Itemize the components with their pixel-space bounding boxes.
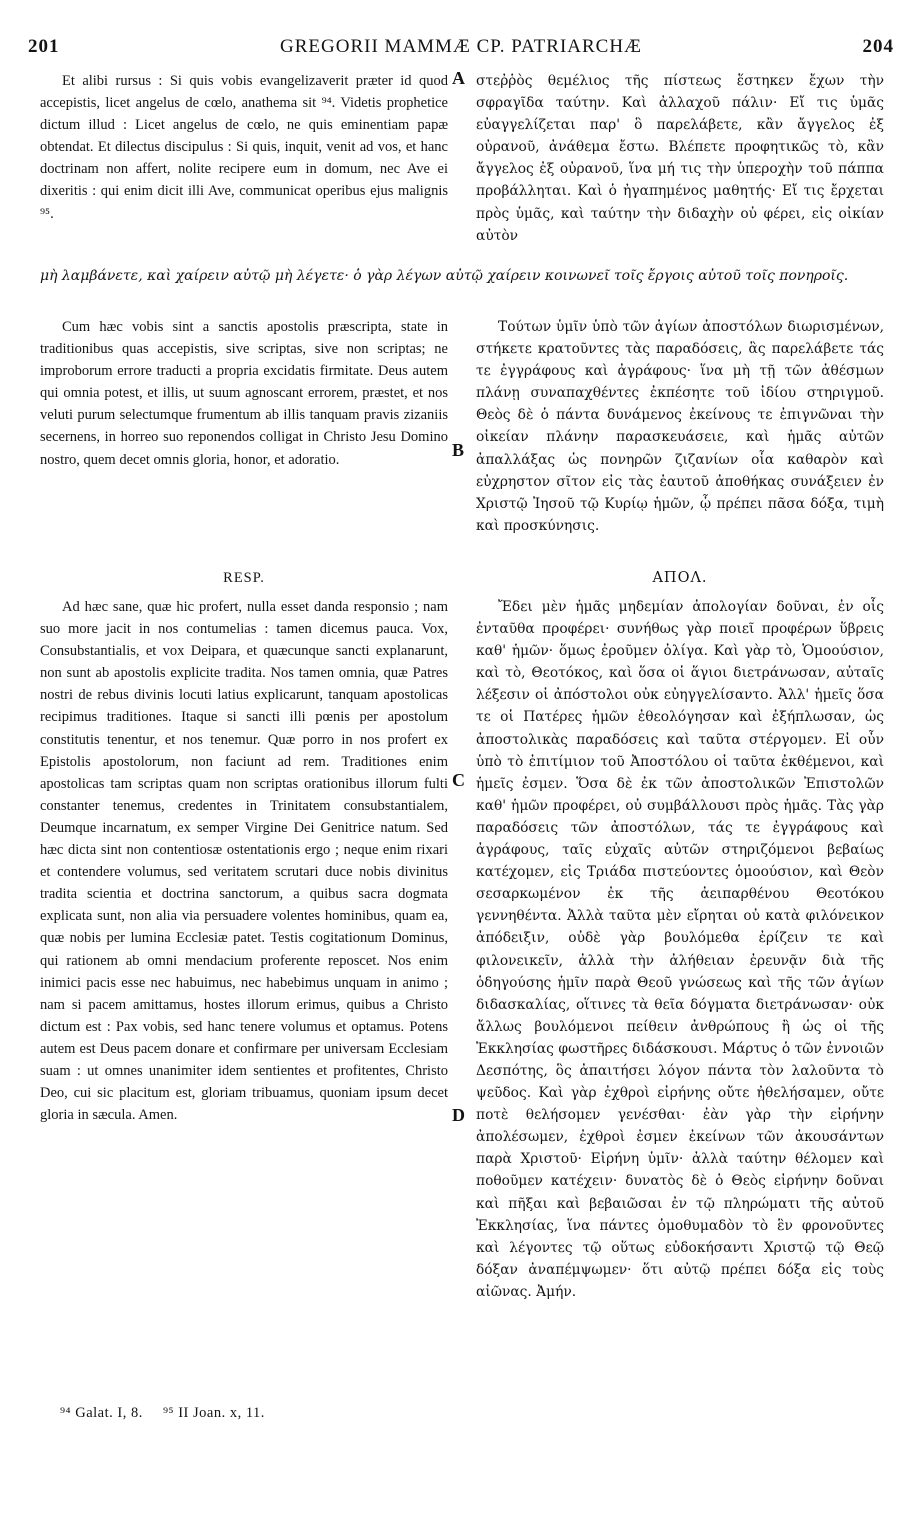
latin-heading-resp: RESP. bbox=[223, 570, 265, 586]
footnote-94: ⁹⁴ Galat. I, 8. bbox=[60, 1405, 143, 1421]
latin-paragraph-1: Et alibi rursus : Si quis vobis evangelizaverit præter id quod accepistis, licet angelus de cœlo, anathema sit ⁹⁴. Videtis prophetice dictum illud : Licet angelus de cœlo, ne quis eminentiam papæ obtendat. Et dilectus discipulus : Si quis, inquit, venit ad vos, et hanc doctrinam non affert, nolite recipere eum in domum, nec Ave ei dixeritis : qui enim dicit illi Ave, communicat operibus ejus malignis ⁹⁵. bbox=[40, 73, 448, 222]
running-title: GREGORII MAMMÆ CP. PATRIARCHÆ bbox=[280, 36, 642, 57]
footnotes bbox=[60, 1405, 281, 1422]
greek-column-response bbox=[476, 596, 884, 1303]
greek-paragraph-1: στεῤῥὸς θεμέλιος τῆς πίστεως ἕστηκεν ἔχων τὴν σφραγῖδα ταύτην. Καὶ ἀλλαχοῦ πάλιν· Εἴ τις ὑμᾶς εὐαγγελίζεται παρ' ὃ παρελάβετε, κἂν ἄγγελος ἐξ οὐρανοῦ, ἀνάθεμα ἔστω. Βλέπετε προφητικῶς τὸ, κἂν ἄγγελος ἐξ οὐρανοῦ, ἵνα μή τις τὴν ὑπεροχὴν τοῦ πάππα προβάλληται. Καὶ ὁ ἠγαπημένος μαθητής· Εἴ τις ἔρχεται πρὸς ὑμᾶς, καὶ ταύτην τὴν διδαχὴν οὐ φέρει, εἰς οἰκίαν αὐτὸν bbox=[476, 73, 884, 244]
greek-paragraph-3: Ἔδει μὲν ἡμᾶς μηδεμίαν ἀπολογίαν δοῦναι, ἐν οἷς ἐνταῦθα προφέρει· συνήθως γὰρ ποιεῖ προφέρων ὕβρεις καθ' ἡμῶν· ὅμως ἐροῦμεν ὀλίγα. Καὶ γὰρ τὸ, Ὁμοούσιον, καὶ τὸ, Θεοτόκος, καὶ ὅσα οἱ ἅγιοι διετράνωσαν, αὐταῖς λέξεσιν οἱ ἀπόστολοι οὐκ εὐηγγελίσαντο. Ἀλλ' ἡμεῖς ὅσα τε οἱ Πατέρες ἡμῶν ἐθεολόγησαν καὶ ἐξήπλωσαν, ὡς ἀποστολικὰς παραδόσεις καὶ ταῦτα στέργομεν. Εἰ οὖν ὑπὸ τὸ ἐπιτίμιον τοῦ Ἀποστόλου οἱ ταῦτα ἐκθέμενοι, καὶ ἡμεῖς ἐσμεν. Ὅσα δὲ ἐκ τῶν ἀποστολικῶν Ἐπιστολῶν καθ' ἡμῶν προφέρει, οὐ συμβάλλουσι πρὸς ἡμᾶς. Τὰς γὰρ παραδόσεις τῶν ἀποστόλων, τάς τε ἐγγράφους καὶ ἀγράφους, ταῖς εὐχαῖς αὐτῶν στηριζόμενοι βεβαίως κατέχομεν, εἰς Τριάδα πιστεύοντες ὁμοούσιον, καὶ Θεὸν σεσαρκωμένον ἐκ τῆς ἀειπαρθένου Θεοτόκου γεννηθέντα. Ἀλλὰ ταῦτα μὲν εἴρηται οὐ κατὰ φιλόνεικον ἀπόδειξιν, οὐδὲ γὰρ βουλόμεθα ἐρίζειν τε καὶ φιλονεικεῖν, ἀλλὰ τὴν ἀλήθειαν ἐρευνᾷν διὰ τῆς ὁδηγούσης ἡμῖν παρὰ Θεοῦ γνώσεως καὶ τῆς τῶν ἁγίων διδασκαλίας, οἵτινες τὰ θεῖα δόγματα διετράνωσαν· οὐκ ἄλλως βουλόμενοι πείθειν ἀνθρώπους ἢ ὡς οἱ τῆς Ἐκκλησίας φωστῆρες διδάσκουσι. Μάρτυς ὁ τῶν ἐννοιῶν Δεσπότης, ὃς ἀπαιτήσει λόγον πάντα τὸν λαλοῦντα τὸ ψεῦδος. Καὶ γὰρ ἐχθροὶ εἰρήνης οὔτε ἠθελήσαμεν, οὔτε ποτὲ θελήσομεν γενέσθαι· ἐὰν γὰρ τὴν εἰρήνην ἀπολέσωμεν, ἐχθροὶ ἐσμεν ἐκείνων τῶν ἀκουσάντων παρὰ Χριστοῦ· Εἰρήνη ὑμῖν· ἀλλὰ ταύτην θέλομεν καὶ ποθοῦμεν κατέχειν· δυνατὸς δὲ ὁ Θεὸς εἰρήνην δοῦναι καὶ πῆξαι καὶ βεβαιῶσαι ἐν τῷ πληρώματι τῆς αὐτοῦ Ἐκκλησίας, ἵνα πάντες ὁμοθυμαδὸν τὸ ἓν φρονοῦντες καὶ λέγοντες τῷ οὕτως εὐδοκήσαντι Χριστῷ τῷ Θεῷ δόξαν ἀναπέμψωμεν· ὅτι αὐτῷ πρέπει δόξα εἰς τοὺς αἰῶνας. Ἀμήν. bbox=[476, 599, 884, 1300]
latin-paragraph-2: Cum hæc vobis sint a sanctis apostolis præscripta, state in traditionibus quas accepistis, sive scriptas, sive non scriptas; ne improborum errore traducti a propria excidatis firmitate. Deus autem qui omnia potest, et illis, ut suum agnoscant errorem, præstet, et nos veluti purum selectumque frumentum ab illis tanquam pravis zizaniis secernens, in horreo suo reponendos colligat in Christo Jesu Domino nostro, quem decet omnis gloria, honor, et adoratio. bbox=[40, 319, 448, 468]
margin-marker-a: A bbox=[452, 68, 465, 88]
margin-marker-b: B bbox=[452, 440, 465, 460]
margin-marker-d: D bbox=[452, 1105, 465, 1125]
footnote-95: ⁹⁵ II Joan. x, 11. bbox=[162, 1405, 265, 1421]
greek-column-middle bbox=[476, 316, 884, 537]
running-header bbox=[28, 32, 894, 66]
margin-marker-c: C bbox=[452, 770, 465, 790]
page-number-left: 201 bbox=[28, 36, 60, 57]
greek-spanning-line: μὴ λαμβάνετε, καὶ χαίρειν αὐτῷ μὴ λέγετε· ὁ γὰρ λέγων αὐτῷ χαίρειν κοινωνεῖ τοῖς ἔργοις αὐτοῦ τοῖς πονηροῖς. bbox=[40, 268, 849, 284]
greek-column-top bbox=[476, 70, 884, 247]
greek-heading-apol: ΑΠΟΛ. bbox=[652, 570, 708, 586]
greek-paragraph-2: Τούτων ὑμῖν ὑπὸ τῶν ἁγίων ἀποστόλων διωρισμένων, στήκετε κρατοῦντες τὰς παραδόσεις, ἃς παρελάβετε τάς τε ἐγγράφους καὶ ἀγράφους· ἵνα μὴ τῇ τῶν ἀθέσμων πλάνῃ συναπαχθέντες ἐκπέσητε τοῦ ἰδίου στηριγμοῦ. Θεὸς δὲ ὁ πάντα δυνάμενος ἐκείνους τε ἐπιγνῶναι τὴν οἰκείαν πλάνην παρασκευάσειε, καὶ ἡμᾶς αὐτῶν ἀπαλλάξας ὡς πονηρῶν ζιζανίων οἷα καθαρὸν καὶ εὐχρηστον σῖτον εἰς τὰς ἑαυτοῦ ἀποθήκας συνάξειεν ἐν Χριστῷ Ἰησοῦ τῷ Κυρίῳ ἡμῶν, ᾧ πρέπει πᾶσα δόξα, τιμὴ καὶ προσκύνησις. bbox=[476, 319, 884, 534]
latin-paragraph-3: Ad hæc sane, quæ hic profert, nulla esset danda responsio ; nam suo more jacit in nos contumelias : tamen dicemus pauca. Vox, Consubstantialis, et vox Deipara, et quæcunque sancti explanarunt, non sunt ab apostolis explicite tradita. Nos tamen omnia, quæ Patres nostri de rebus divinis locuti latius explicarunt, tanquam apostolicas recipimus traditiones. Itaque si sancti illi pœnis per apostolum constitutis tenentur, et nos tenemur. Quæ porro in nos profert ex Epistolis apostolorum, non faciunt ad rem. Traditiones enim apostolicas tam scriptas quam non scriptas orationibus illorum fulti constanter tenemus, credentes in Trinitatem consubstantialem, Deumque incarnatum, ex semper Virgine Dei Genitrice natum. Sed hæc dicta sint non contentiosæ ostentationis ergo ; neque enim rixari et contendere volumus, sed veritatem scrutari duce nobis divinitus tradita scientia et doctrina sanctorum, a quibus sacra dogmata explicata sunt, non alia via persuadere volentes hominibus, quam ea, quæ nobis per lumina Ecclesiæ patet. Testis cogitationum Dominus, qui rationem ab omni mendacium proferente reposcet. Nos enim inimici pacis esse nec habuimus, nec habebimus unquam in animo ; nam si pacem amittamus, hostes illorum erimus, quibus a Christo dictum est : Pax vobis, sed hanc tenere volumus et optamus. Potens autem est Deus pacem donare et confirmare per universam Ecclesiam suam : ut omnes unanimiter idem sentientes et profitentes, Christo Deo, cui sic placitum est, gloriam tribuamus, quoniam ipsum decet gloria in sæcula. Amen. bbox=[40, 599, 448, 1124]
latin-column-middle bbox=[40, 316, 448, 471]
page-number-right: 204 bbox=[862, 36, 894, 57]
latin-column-top bbox=[40, 70, 448, 225]
latin-column-response bbox=[40, 596, 448, 1126]
